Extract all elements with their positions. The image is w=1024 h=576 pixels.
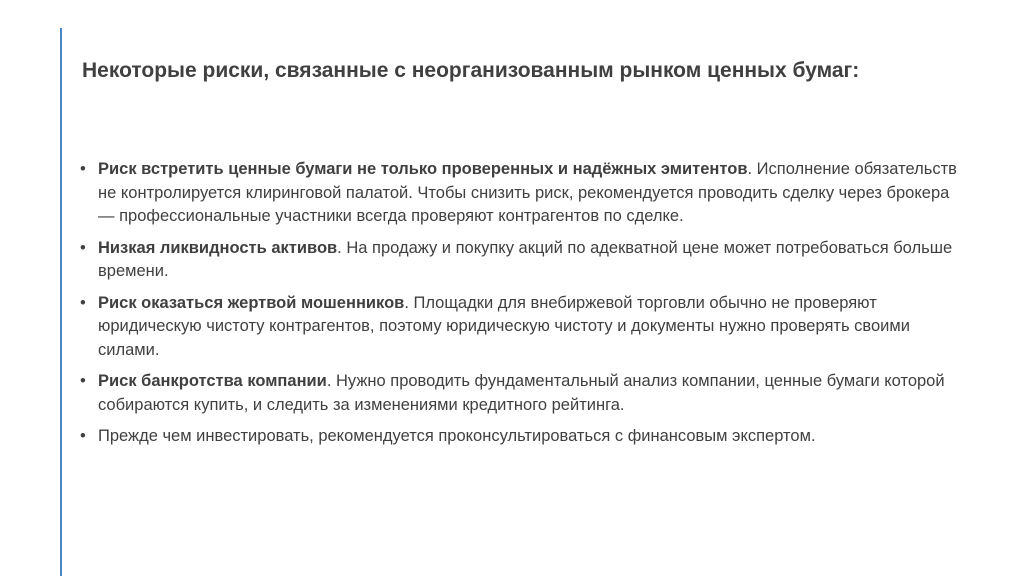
bullet-text: . Исполнение обязательств не контролируется клиринговой палатой. Чтобы снизить риск, рекомендуется проводить сделку через брокера — профессиональные участники всегда проверяют контрагентов по сделке. (98, 160, 957, 225)
bullet-bold-text: Риск встретить ценные бумаги не только проверенных и надёжных эмитентов (98, 160, 748, 178)
bullet-text: . На продажу и покупку акций по адекватной цене может потребоваться больше времени. (98, 238, 953, 280)
bullet-dot: • (80, 238, 86, 257)
slide-title: Некоторые риски, связанные с неорганизованным рынком ценных бумаг: (82, 59, 860, 82)
bullet-list (78, 158, 958, 457)
bullet-item (78, 425, 958, 449)
accent-line (60, 28, 62, 576)
bullet-dot: • (80, 160, 86, 178)
bullet-dot: • (80, 427, 86, 445)
bullet-item (78, 237, 958, 284)
bullet-text: Прежде чем инвестировать, рекомендуется проконсультироваться с финансовым экспертом. (98, 427, 816, 445)
bullet-item (78, 370, 958, 417)
bullet-text: . Нужно проводить фундаментальный анализ компании, ценные бумаги которой собираются купить, и следить за изменениями кредитного рейтинга. (98, 372, 945, 414)
bullet-dot: • (80, 372, 86, 390)
bullet-bold-text: Низкая ликвидность активов (98, 238, 338, 257)
bullet-dot: • (80, 293, 86, 312)
bullet-bold-text: Риск банкротства компании (98, 372, 327, 390)
bullet-text: . Площадки для внебиржевой торговли обычно не проверяют юридическую чистоту контрагентов, поэтому юридическую чистоту и документы нужно проверять своими силами. (98, 293, 910, 359)
bullet-bold-text: Риск оказаться жертвой мошенников (98, 293, 405, 312)
bullet-item (78, 158, 958, 229)
bullet-item (78, 292, 958, 363)
